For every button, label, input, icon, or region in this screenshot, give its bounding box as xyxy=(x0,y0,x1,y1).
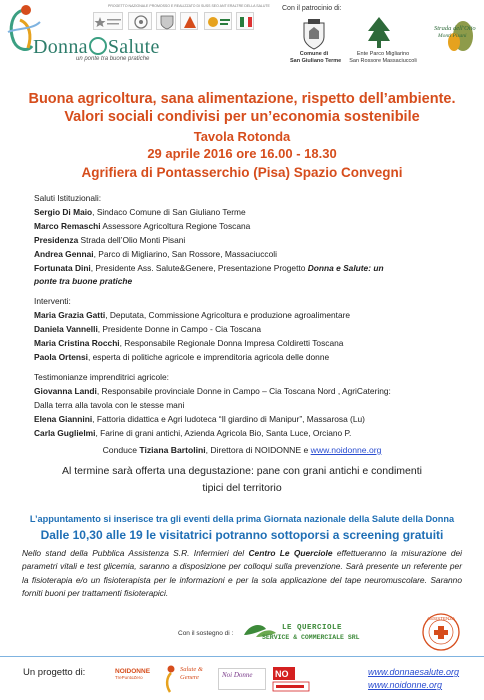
speaker-role: , Deputata, Commissione Agricoltura e produzione agroalimentare xyxy=(105,310,351,320)
speaker-role: , Fattoria didattica e Agri ludoteca “Il giardino di Manipur”, Massarosa (Lu) xyxy=(92,414,365,424)
partner-logo-6 xyxy=(236,12,254,30)
speaker-role: , Presidente Donne in Campo - Cia Toscana xyxy=(97,324,262,334)
interventi-item xyxy=(34,310,350,320)
speaker-role: , Presidente Ass. Salute&Genere, Presentazione Progetto xyxy=(90,263,308,273)
partner-logo-5 xyxy=(204,12,232,30)
testimonianze-item xyxy=(34,428,351,438)
progetto-label: Un progetto di: xyxy=(23,667,86,678)
event-type: Tavola Rotonda xyxy=(193,129,291,144)
noidonne-cover-logo xyxy=(218,668,266,690)
speaker-name: Elena Giannini xyxy=(34,414,93,424)
stamp-text: ASSISTENZA xyxy=(427,616,456,621)
parco-label xyxy=(347,51,419,65)
comune-crest-icon xyxy=(300,17,328,51)
event-location: Agrifiera di Pontasserchio (Pisa) Spazio Convegni xyxy=(81,165,403,180)
noidonne-logo-sub: TrePuntoZero xyxy=(115,675,143,680)
brand-tagline: un ponte tra buone pratiche xyxy=(76,56,150,62)
shield-emblem-icon xyxy=(157,13,177,31)
saluti-item xyxy=(34,235,185,245)
speaker-role: , Responsabile provinciale Donne in Campo – Cia Toscana Nord , AgriCatering: xyxy=(96,386,391,396)
strada-olio-logo-icon xyxy=(432,16,478,62)
speaker-role: , Responsabile Regionale Donna Impresa Coldiretti Toscana xyxy=(119,338,344,348)
degustazione-line-2: tipici del territorio xyxy=(202,482,282,494)
testimonianze-item xyxy=(34,386,391,396)
repubblica-logo xyxy=(93,12,123,30)
speaker-role: , Sindaco Comune di San Giuliano Terme xyxy=(92,207,246,217)
interventi-item xyxy=(34,324,261,334)
screening-note xyxy=(22,547,462,601)
speaker-name: Giovanna Landi xyxy=(34,386,97,396)
saluti-heading: Saluti Istituzionali: xyxy=(34,193,102,203)
testimonianze-heading: Testimonianze imprenditrici agricole: xyxy=(34,372,169,382)
tuscany-emblem-icon xyxy=(181,13,199,31)
partner-logo-3 xyxy=(156,12,176,30)
svg-text:Monti Pisani: Monti Pisani xyxy=(438,33,467,39)
note-text-2: effettueranno la misurazione dei parametri vitali e test glicemia, saranno a disposizione per colloqui sulla prevenzione. Sarà presente un referente per la fisioterapia e/o un fisioterapista per le informazioni e per la sola applicazione del tape neuromuscolare. Saranno forniti buoni per trattamenti fisioterapici. xyxy=(22,548,463,599)
star-emblem-icon xyxy=(94,13,124,31)
speaker-name: Daniela Vannelli xyxy=(34,324,98,334)
brand-left: Donna xyxy=(33,36,88,58)
interventi-item xyxy=(34,352,329,362)
appuntamento-line-1: L’appuntamento si inserisce tra gli eventi della prima Giornata nazionale della Salute della Donna xyxy=(29,514,455,524)
svg-text:Strada dell'Olio: Strada dell'Olio xyxy=(434,25,476,32)
interventi-item xyxy=(34,338,343,348)
event-datetime: 29 aprile 2016 ore 16.00 - 18.30 xyxy=(147,146,337,161)
salute-genere-figure-icon xyxy=(164,664,178,694)
moderator-line xyxy=(0,445,484,455)
salute-genere-logo-text: Salute & Genere xyxy=(180,666,203,681)
speaker-name: Presidenza xyxy=(34,235,79,245)
noidonne-footer-link[interactable]: www.noidonne.org xyxy=(368,680,443,690)
speaker-role: , esperta di politiche agricole e imprenditoria agricola delle donne xyxy=(88,352,330,362)
parco-tree-icon xyxy=(366,15,392,49)
note-center-name: Centro Le Querciole xyxy=(248,548,333,558)
sostegno-label: Con il sostegno di : xyxy=(178,630,234,637)
patrocinio-label: Con il patrocinio di: xyxy=(282,5,342,12)
title-line-2: Valori sociali condivisi per un’economia sostenibile xyxy=(64,109,420,125)
moderator-role: , Direttora di NOIDONNE e xyxy=(205,445,311,455)
donnaesalute-link[interactable]: www.donnaesalute.org xyxy=(368,667,460,677)
querciole-subtitle: SERVICE & COMMERCIALE SRL xyxy=(262,634,360,641)
saluti-item xyxy=(34,221,250,231)
svg-text:NO: NO xyxy=(275,669,289,679)
saluti-item xyxy=(34,249,277,259)
appuntamento-line-2: Dalle 10,30 alle 19 le visitatrici potranno sottoporsi a screening gratuiti xyxy=(40,528,444,542)
interventi-heading: Interventi: xyxy=(34,296,71,306)
noidonne-link[interactable]: www.noidonne.org xyxy=(310,445,382,455)
moderator-prefix: Conduce xyxy=(102,445,140,455)
assistenza-stamp-icon xyxy=(420,612,462,652)
parco-label-line1: Ente Parco Migliarino xyxy=(356,51,410,57)
project-title-continued: ponte tra buone pratiche xyxy=(34,276,133,286)
speaker-name: Andrea Gennai xyxy=(34,249,94,259)
ministry-emblem-icon xyxy=(129,13,153,31)
degustazione-line-1: Al termine sarà offerta una degustazione: pane con grani antichi e condimenti xyxy=(62,465,422,477)
lazio-logo-icon xyxy=(205,13,233,31)
saluti-item-continued xyxy=(34,276,132,286)
comune-label-line2: San Giuliano Terme xyxy=(290,57,342,64)
noidonne-red-logo-icon xyxy=(272,665,312,693)
brand-right: Salute xyxy=(107,36,160,58)
querciole-name: LE QUERCIOLE xyxy=(282,624,343,632)
comune-label-line1: Comune di xyxy=(299,51,329,57)
comune-label xyxy=(290,51,342,65)
speaker-name: Paola Ortensi xyxy=(34,352,88,362)
testimonianze-item xyxy=(34,414,365,424)
testimonianze-item xyxy=(34,400,184,410)
parco-label-line2: San Rossore Massaciuccoli xyxy=(349,57,417,64)
title-line-1: Buona agricoltura, sana alimentazione, rispetto dell’ambiente. xyxy=(28,91,456,107)
speaker-name: Sergio Di Maio xyxy=(34,207,93,217)
partner-logo-2 xyxy=(128,12,152,30)
flag-emblem-icon xyxy=(237,13,255,31)
speaker-name: Fortunata Dini xyxy=(34,263,91,273)
noidonne-logo xyxy=(115,668,153,692)
speaker-name: Marco Remaschi xyxy=(34,221,101,231)
project-title: Donna e Salute: un xyxy=(307,263,384,273)
partner-logo-4 xyxy=(180,12,198,30)
noidonne-cover-text: Noi Donne xyxy=(222,671,253,679)
moderator-name: Tiziana Bartolini xyxy=(139,445,206,455)
speaker-role: , Farine di grani antichi, Azienda Agricola Bio, Santa Luce, Orciano P. xyxy=(95,428,352,438)
speaker-name: Carla Guglielmi xyxy=(34,428,96,438)
speaker-role: Assessore Agricoltura Regione Toscana xyxy=(100,221,251,231)
speaker-name: Maria Cristina Rocchi xyxy=(34,338,120,348)
header-tiny-text: PROGETTO NAZIONALE PROMOSSO E REALIZZATO DI SUSS SEO ANT ERALTRE DELLA SALUTE xyxy=(108,4,270,8)
speaker-role: , Parco di Migliarino, San Rossore, Massaciuccoli xyxy=(93,249,277,259)
note-text-1: Nello stand della Pubblica Assistenza S.R. Infermieri del xyxy=(22,548,249,558)
speaker-role: Dalla terra alla tavola con le stesse mani xyxy=(34,400,185,410)
saluti-item xyxy=(34,207,246,217)
saluti-item xyxy=(34,263,384,273)
speaker-role: Strada dell’Olio Monti Pisani xyxy=(78,235,186,245)
ampersand-ring-icon xyxy=(89,37,107,55)
speaker-name: Maria Grazia Gatti xyxy=(34,310,106,320)
footer-divider xyxy=(0,656,484,657)
noidonne-logo-text: NOIDONNE xyxy=(115,668,151,675)
